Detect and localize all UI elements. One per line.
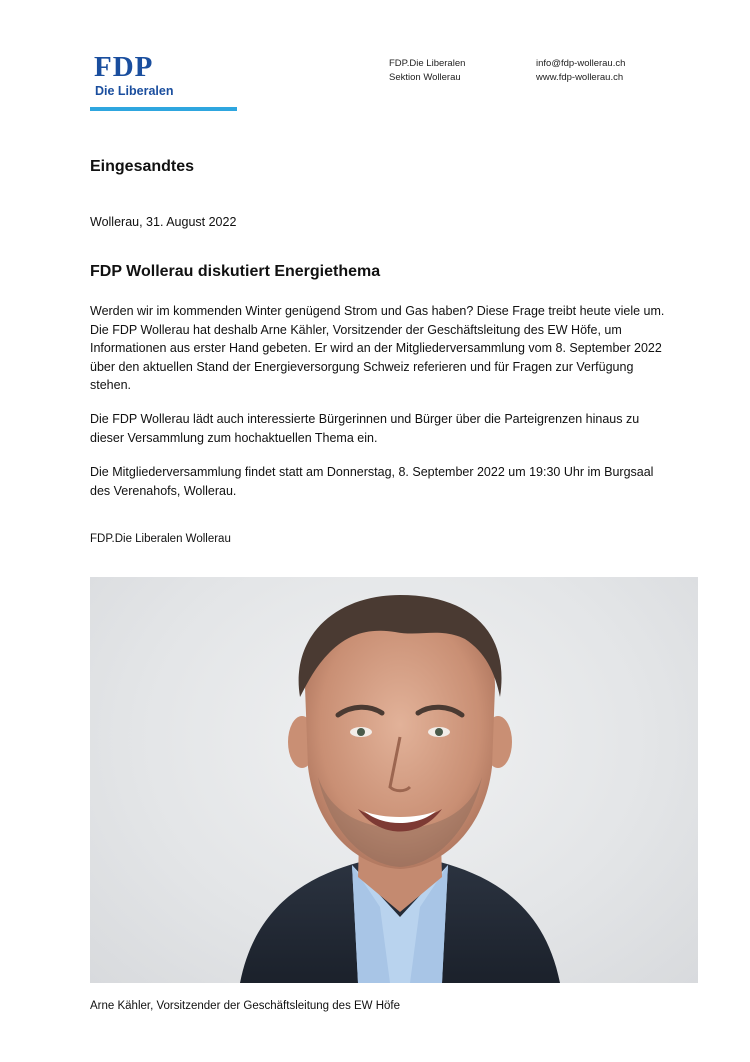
document-date: Wollerau, 31. August 2022 bbox=[90, 215, 237, 229]
portrait-illustration bbox=[90, 577, 698, 983]
signature: FDP.Die Liberalen Wollerau bbox=[90, 533, 231, 545]
portrait-photo bbox=[90, 577, 698, 983]
paragraph-1: Werden wir im kommenden Winter genügend Strom und Gas haben? Diese Frage treibt heute viele um. Die FDP Wollerau hat deshalb Arne Kähler, Vorsitzender der Geschäftsleitung des EW Höfe, um Informationen aus erster Hand gebeten. Er wird an der Mitgliederversammlung vom 8. September 2022 über den aktuellen Stand der Energieversorgung Schweiz referieren und für Fragen zur Verfügung stehen. bbox=[90, 304, 665, 392]
header-email-link[interactable]: info@fdp-wollerau.ch bbox=[536, 58, 626, 69]
photo-caption: Arne Kähler, Vorsitzender der Geschäftsleitung des EW Höfe bbox=[90, 1000, 401, 1012]
document-title: FDP Wollerau diskutiert Energiethema bbox=[90, 263, 381, 280]
logo-subtitle: Die Liberalen bbox=[95, 84, 174, 98]
header-contact bbox=[536, 57, 625, 85]
logo-underline-bar bbox=[90, 107, 237, 111]
header-website-link[interactable]: www.fdp-wollerau.ch bbox=[536, 72, 624, 83]
header-org-section: Sektion Wollerau bbox=[389, 72, 461, 83]
document-label: Eingesandtes bbox=[90, 158, 195, 175]
paragraph-3: Die Mitgliederversammlung findet statt am Donnerstag, 8. September 2022 um 19:30 Uhr im Burgsaal des Verenahofs, Wollerau. bbox=[90, 465, 654, 498]
header-organisation bbox=[389, 57, 465, 85]
fdp-logo bbox=[90, 52, 240, 114]
paragraph-2: Die FDP Wollerau lädt auch interessierte Bürgerinnen und Bürger über die Parteigrenzen hinaus zu dieser Versammlung zum hochaktuellen Thema ein. bbox=[90, 412, 640, 445]
logo-wordmark: FDP bbox=[94, 51, 154, 83]
header-org-name: FDP.Die Liberalen bbox=[389, 58, 466, 69]
